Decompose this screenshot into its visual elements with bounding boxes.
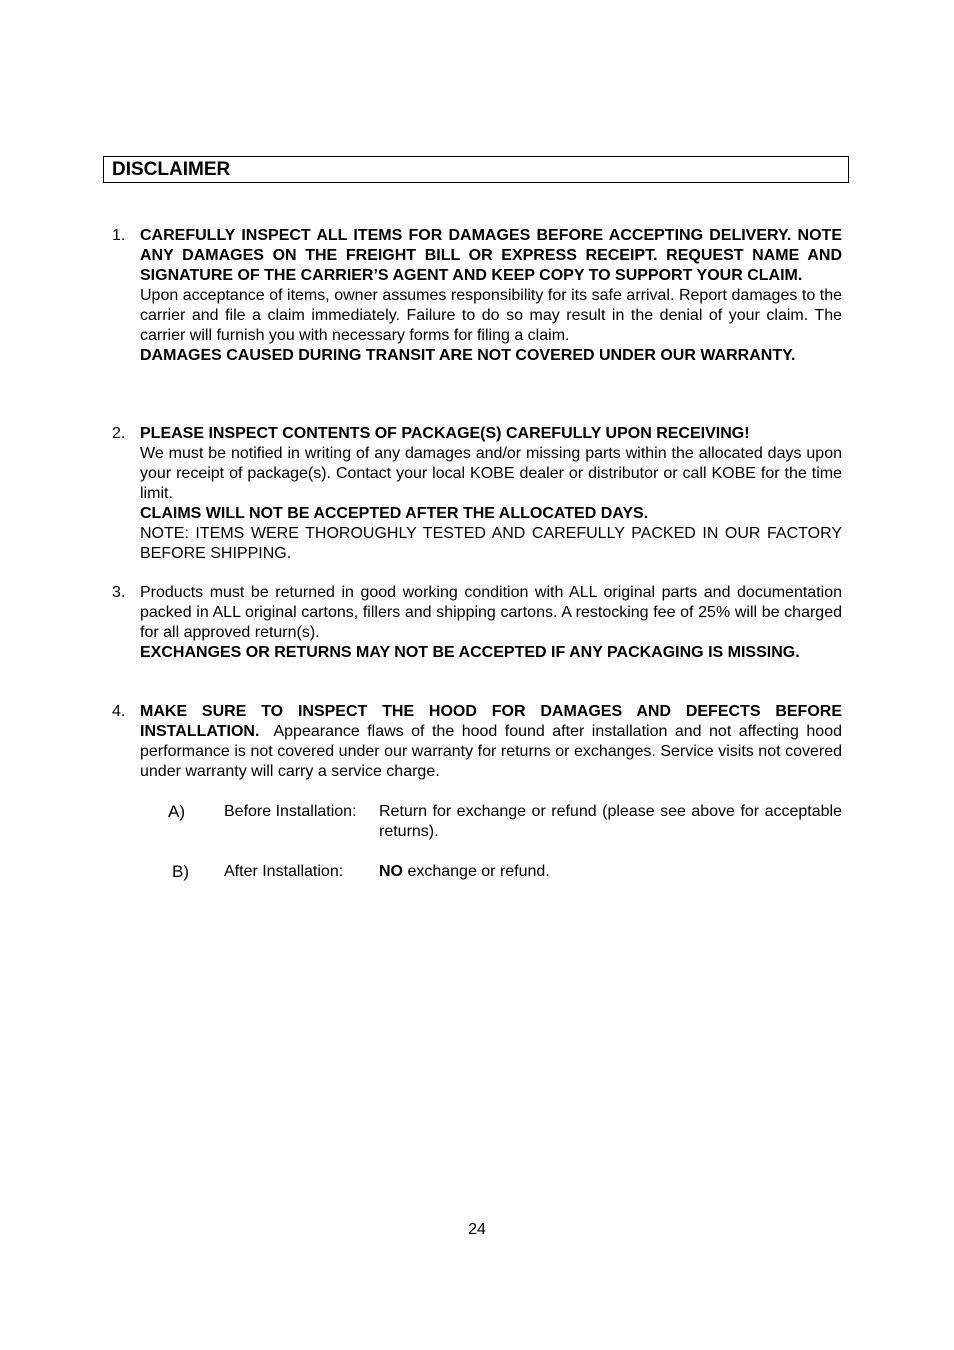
item-paragraph xyxy=(140,702,842,782)
item-text: We must be notified in writing of any damages and/or missing parts within the allocated days upon your receipt of package(s). Contact your local KOBE dealer or distributor or call KOBE for the time limit. xyxy=(140,445,842,502)
option-label: After Installation: xyxy=(224,863,344,880)
item-number: 3. xyxy=(112,584,126,601)
item-bold-intro: MAKE SURE TO INSPECT THE HOOD FOR DAMAGES AND DEFECTS BEFORE INSTALLATION. xyxy=(140,703,842,740)
option-description-bold: NO xyxy=(379,863,403,880)
page-title: DISCLAIMER xyxy=(112,159,231,180)
item-bold-intro: PLEASE INSPECT CONTENTS OF PACKAGE(S) CAREFULLY UPON RECEIVING! xyxy=(140,425,750,442)
option-after-installation xyxy=(172,862,842,884)
option-before-installation xyxy=(168,802,842,844)
option-label: Before Installation: xyxy=(224,803,357,820)
option-letter: B) xyxy=(172,862,189,881)
option-description: Return for exchange or refund (please see above for acceptable returns). xyxy=(379,803,842,840)
option-description xyxy=(379,862,842,882)
item-warning: DAMAGES CAUSED DURING TRANSIT ARE NOT COVERED UNDER OUR WARRANTY. xyxy=(140,347,796,364)
item-text: Upon acceptance of items, owner assumes responsibility for its safe arrival. Report damages to the carrier and file a claim immediately. Failure to do so may result in the denial of your claim. The carrier will furnish you with necessary forms for filing a claim. xyxy=(140,287,842,344)
option-letter: A) xyxy=(168,802,185,821)
item-text: Products must be returned in good working condition with ALL original parts and documentation packed in ALL original cartons, fillers and shipping cartons. A restocking fee of 25% will be charged for all approved return(s). xyxy=(140,584,842,641)
item-number: 4. xyxy=(112,703,126,720)
item-warning: EXCHANGES OR RETURNS MAY NOT BE ACCEPTED IF ANY PACKAGING IS MISSING. xyxy=(140,644,800,661)
item-bold-intro: CAREFULLY INSPECT ALL ITEMS FOR DAMAGES BEFORE ACCEPTING DELIVERY. NOTE ANY DAMAGES ON THE FREIGHT BILL OR EXPRESS RECEIPT. REQUEST NAME AND SIGNATURE OF THE CARRIER’S AGENT AND KEEP COPY TO SUPPORT YOUR CLAIM. xyxy=(140,227,842,284)
disclaimer-heading-box xyxy=(103,156,849,183)
option-description-text: exchange or refund. xyxy=(403,863,550,880)
page-number: 24 xyxy=(468,1221,486,1238)
item-number: 1. xyxy=(112,227,126,244)
item-note: NOTE: ITEMS WERE THOROUGHLY TESTED AND CAREFULLY PACKED IN OUR FACTORY BEFORE SHIPPING. xyxy=(140,525,842,562)
item-warning: CLAIMS WILL NOT BE ACCEPTED AFTER THE ALLOCATED DAYS. xyxy=(140,505,649,522)
item-number: 2. xyxy=(112,425,126,442)
item-text: Appearance flaws of the hood found after installation and not affecting hood performance is not covered under our warranty for returns or exchanges. Service visits not covered under warranty will carry a service charge. xyxy=(140,723,843,780)
